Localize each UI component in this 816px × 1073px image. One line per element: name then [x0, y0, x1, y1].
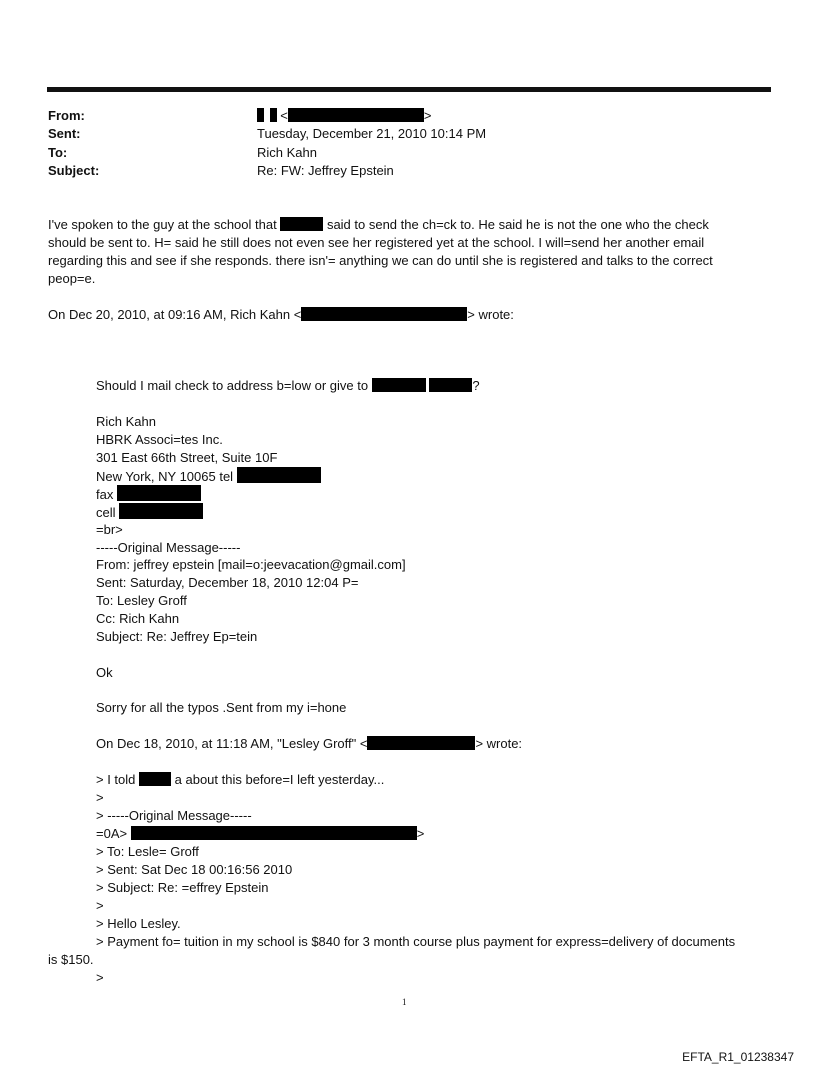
sig-fax: [96, 485, 201, 504]
body-text-a: I've spoken to the guy at the school that: [48, 217, 277, 232]
quote-marker: >: [96, 970, 104, 985]
subject-label: Subject:: [48, 163, 100, 178]
redaction: [257, 108, 264, 122]
told-b: a about this before=I left yesterday...: [174, 772, 385, 787]
mail-question: [96, 377, 480, 395]
page-number: 1: [402, 997, 407, 1007]
mail-question-a: Should I mail check to address b=low or give to: [96, 378, 369, 393]
orig-header: -----Original Message-----: [96, 540, 241, 555]
sig-city: [96, 467, 321, 486]
sorry-text: Sorry for all the typos .Sent from my i=hone: [96, 700, 347, 715]
mail-question-b: ?: [472, 378, 480, 393]
redaction: [429, 378, 472, 392]
quote-intro-b: > wrote:: [467, 307, 514, 322]
lesley-intro-b: > wrote:: [475, 736, 523, 751]
orig2-subject: > Subject: Re: =effrey Epstein: [96, 880, 269, 895]
lesley-intro: [96, 735, 522, 753]
redaction: [117, 485, 201, 501]
hello-line: > Hello Lesley.: [96, 916, 181, 931]
told-a: > I told: [96, 772, 136, 787]
sig-cell-label: cell: [96, 505, 116, 520]
orig-from: From: jeffrey epstein [mail=o:jeevacation@gmail.com]: [96, 557, 406, 572]
quote-intro: [48, 306, 514, 324]
lesley-intro-a: On Dec 18, 2010, at 11:18 AM, "Lesley Groff" <: [96, 736, 368, 751]
orig-cc: Cc: Rich Kahn: [96, 611, 180, 626]
to-value: Rich Kahn: [257, 145, 317, 160]
sig-city-text: New York, NY 10065 tel: [96, 469, 234, 484]
orig2-to: > To: Lesle= Groff: [96, 844, 199, 859]
document-id: EFTA_R1_01238347: [682, 1050, 794, 1064]
from-gt: >: [423, 108, 432, 123]
redaction: [131, 826, 417, 840]
from-lt: <: [280, 108, 288, 123]
from-value: [257, 108, 431, 124]
orig-sent: Sent: Saturday, December 18, 2010 12:04 P=: [96, 575, 359, 590]
redaction: [301, 307, 467, 321]
redaction: [237, 467, 321, 483]
subject-value: Re: FW: Jeffrey Epstein: [257, 163, 394, 178]
orig2-from: [96, 825, 424, 843]
sent-value: Tuesday, December 21, 2010 10:14 PM: [257, 126, 487, 141]
redaction: [270, 108, 277, 122]
sig-cell: [96, 503, 203, 522]
sig-name: Rich Kahn: [96, 414, 156, 429]
redaction: [280, 217, 323, 231]
sent-label: Sent:: [48, 126, 81, 141]
told-line: [96, 771, 384, 789]
redaction: [288, 108, 424, 122]
sig-company: HBRK Associ=tes Inc.: [96, 432, 223, 447]
redaction: [119, 503, 203, 519]
sig-br: =br>: [96, 522, 123, 537]
body-text-b: said to send the ch=ck to. He said he is not the one who the check should be sent to. H= said he still does not even see her registered yet at the school. I will=send her another email regarding this and see if she responds. there isn'= anything we can do until she is registered and talks to the correct peop=e.: [48, 217, 713, 286]
redaction: [372, 378, 426, 392]
orig2-sent: > Sent: Sat Dec 18 00:16:56 2010: [96, 862, 293, 877]
sig-address: 301 East 66th Street, Suite 10F: [96, 450, 278, 465]
header-rule: [47, 87, 771, 92]
sig-fax-label: fax: [96, 487, 114, 502]
to-label: To:: [48, 145, 68, 160]
redaction: [367, 736, 475, 750]
quote-marker: >: [96, 898, 104, 913]
orig2-header: > -----Original Message-----: [96, 808, 252, 823]
orig-subject: Subject: Re: Jeffrey Ep=tein: [96, 629, 258, 644]
redaction: [139, 772, 171, 786]
ok-text: Ok: [96, 665, 113, 680]
orig-to: To: Lesley Groff: [96, 593, 187, 608]
orig2-from-b: >: [416, 826, 425, 841]
payment-line-cont: is $150.: [48, 952, 94, 967]
quote-marker: >: [96, 790, 104, 805]
orig2-from-a: =0A>: [96, 826, 128, 841]
from-label: From:: [48, 108, 85, 123]
quote-intro-a: On Dec 20, 2010, at 09:16 AM, Rich Kahn <: [48, 307, 302, 322]
payment-line: > Payment fo= tuition in my school is $840 for 3 month course plus payment for express=delivery of documents: [96, 934, 736, 949]
body-paragraph: [48, 216, 748, 288]
